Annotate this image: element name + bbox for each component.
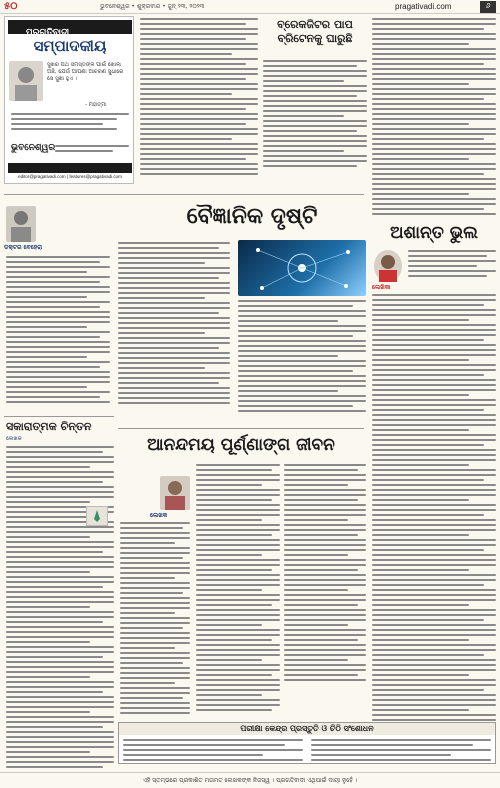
science-col-1-text <box>118 242 230 407</box>
joy-col-3-text <box>284 464 366 684</box>
left-bottom-headline: ସକାରାତ୍ମକ ଚିନ୍ତନ <box>6 420 92 433</box>
page-header-strip <box>0 0 500 14</box>
portrait-icon <box>9 61 43 101</box>
bottom-box <box>118 722 496 764</box>
right-intro-text <box>408 250 496 280</box>
network-icon <box>238 240 366 296</box>
right-headline: ଅଶାନ୍ତ ଭୁଲ <box>390 223 478 243</box>
lotus-icon <box>87 507 107 525</box>
contact-email: editor@pragativadi.com | features@pragativadi.com <box>18 174 122 179</box>
quote-text: ସୁଖର ପଥ ସମସ୍ତଙ୍କ ପାଇଁ ଖୋଲା ଅଛି, ଯେଉଁ ଆପଣା ଆଚରଣ ସୁଧାରେ ସେ ସୁଖୀ ହୁଏ । <box>47 62 124 82</box>
city-label: ଭୁବନେଶ୍ୱର <box>11 143 56 153</box>
joy-author-photo <box>160 476 190 510</box>
left-bottom-author: ଲେଖକ <box>6 436 22 442</box>
science-col-2-text <box>238 300 366 415</box>
science-author-photo <box>6 206 36 242</box>
date-line: ଭୁବନେଶ୍ୱର • ଶୁକ୍ରବାର • ଜୁନ୍ ୨୩, ୨୦୨୩ <box>100 3 205 10</box>
person-icon <box>374 250 402 282</box>
brexit-headline: ବ୍ରେକଜିଟର ପାପ ବ୍ରିଟେନକୁ ଘାରୁଛି <box>277 18 353 45</box>
bottom-box-col-2 <box>311 739 491 764</box>
right-author-photo <box>374 250 402 282</box>
editorial-masthead <box>4 16 134 184</box>
joy-headline: ଆନନ୍ଦମୟ ପୂର୍ଣ୍ଣାଙ୍ଗ ଜୀବନ <box>147 435 335 455</box>
science-headline: ବୈଜ୍ଞାନିକ ଦୃଷ୍ଟି <box>186 204 318 229</box>
section-divider <box>4 194 364 195</box>
gandhi-portrait <box>9 61 43 101</box>
joy-author-name: ଲେଖକ <box>150 512 168 519</box>
right-col-top-text <box>372 18 496 218</box>
science-col-0-text <box>6 256 110 406</box>
bottom-box-title: ପରୀକ୍ଷା କେନ୍ଦ୍ର ପ୍ରସ୍ତୁତି ଓ ଚିଠି ସଂଶୋଧନ <box>119 723 495 735</box>
page-number: ୬ <box>480 1 496 13</box>
website-label: pragativadi.com <box>395 2 452 11</box>
contact-bar <box>8 163 132 173</box>
page-footer-note: ଏହି ସ୍ତମ୍ଭରେ ପ୍ରକାଶିତ ମତାମତ ଲେଖକଙ୍କ ନିଜସ୍ୱ । ପ୍ରଗତିବାଦୀ ଏଥିପାଇଁ ଦାୟୀ ନୁହେଁ । <box>0 772 500 788</box>
top-col-1-text <box>140 18 258 178</box>
science-illustration <box>238 240 366 296</box>
joy-col-2-text <box>196 464 280 714</box>
science-author-name: ଡକ୍ଟର ବେହେରା <box>4 244 43 251</box>
top-col-2-text <box>263 60 367 170</box>
brand-name: ପ୍ରଗତିବାଦୀ <box>26 28 70 38</box>
small-graphic <box>86 506 108 526</box>
quote-author: - ମହାତ୍ମା <box>85 102 107 108</box>
person-icon <box>160 476 190 510</box>
brand-bar <box>8 20 132 38</box>
right-col-body-text <box>372 294 496 754</box>
left-bottom-text <box>6 446 114 771</box>
joy-divider <box>118 428 364 429</box>
left-divider <box>4 416 114 417</box>
person-icon <box>6 206 36 242</box>
date-lines <box>55 145 129 155</box>
bottom-box-col-1 <box>123 739 303 764</box>
joy-col-1-text <box>120 522 190 717</box>
masthead-info-lines <box>11 113 129 133</box>
section-title: ସମ୍ପାଦକୀୟ <box>33 37 107 55</box>
edition-mark: ୫୦ <box>4 1 18 12</box>
right-author-name: ଲେଖିକା <box>372 284 391 291</box>
